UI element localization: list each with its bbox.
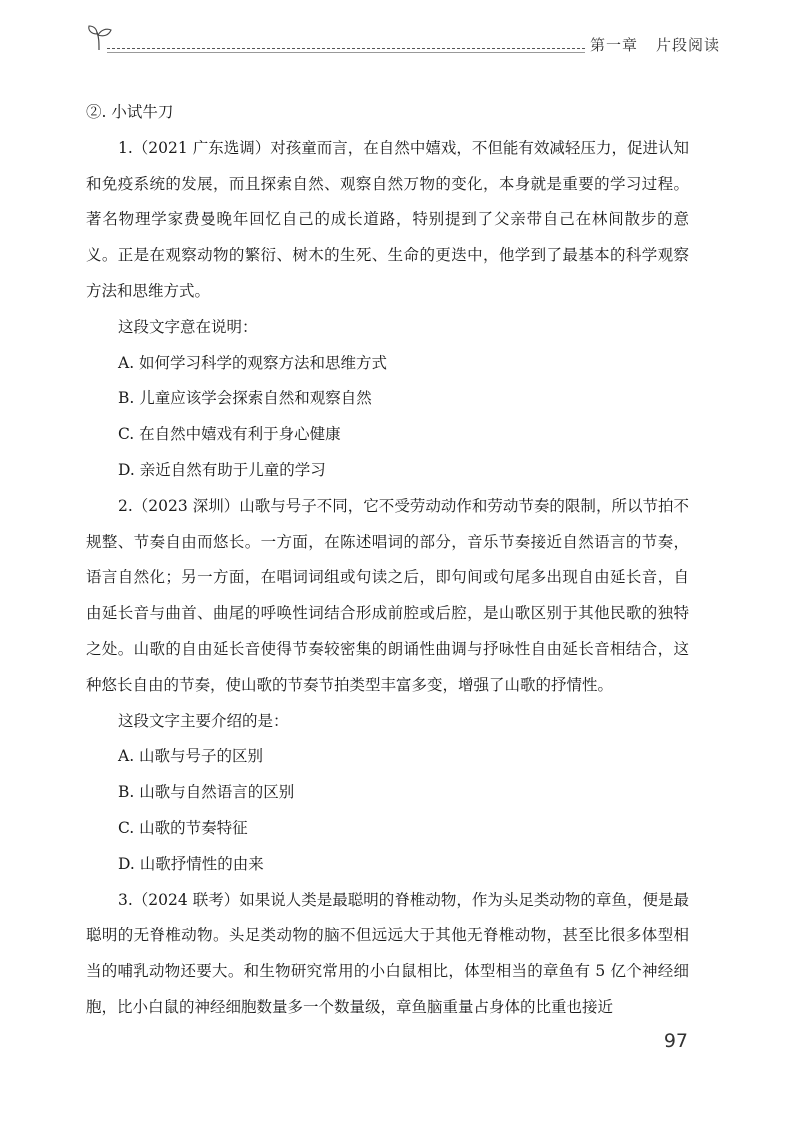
question-2-option-b: B. 山歌与自然语言的区别 bbox=[118, 783, 295, 802]
question-2-prompt: 这段文字主要介绍的是： bbox=[118, 711, 289, 730]
question-1-option-c: C. 在自然中嬉戏有利于身心健康 bbox=[118, 425, 341, 444]
section-title: ②. 小试牛刀 bbox=[86, 103, 174, 121]
chapter-label: 第一章 bbox=[590, 36, 639, 54]
page-header bbox=[85, 22, 721, 58]
question-2-option-a: A. 山歌与号子的区别 bbox=[118, 747, 264, 766]
question-1-option-b: B. 儿童应该学会探索自然和观察自然 bbox=[118, 389, 372, 408]
question-1-stem: 1.（2021 广东选调）对孩童而言，在自然中嬉戏，不但能有效减轻压力，促进认知和免疫系统的发展，而且探索自然、观察自然万物的变化，本身就是重要的学习过程。著名物理学家费曼晚年回忆自己的成长道路，特别提到了父亲带自己在林间散步的意义。正是在观察动物的繁衍、树木的生死、生命的更迭中，他学到了最基本的科学观察方法和思维方式。 bbox=[86, 138, 689, 300]
question-2-stem: 2.（2023 深圳）山歌与号子不同，它不受劳动动作和劳动节奏的限制，所以节拍不规整、节奏自由而悠长。一方面，在陈述唱词的部分，音乐节奏接近自然语言的节奏，语言自然化；另一方面，在唱词词组或句读之后，即句间或句尾多出现自由延长音，自由延长音与曲首、曲尾的呼唤性词结合形成前腔或后腔，是山歌区别于其他民歌的独特之处。山歌的自由延长音使得节奏较密集的朗诵性曲调与抒咏性自由延长音相结合，这种悠长自由的节奏，使山歌的节奏节拍类型丰富多变，增强了山歌的抒情性。 bbox=[86, 496, 689, 694]
question-1-option-a: A. 如何学习科学的观察方法和思维方式 bbox=[118, 353, 388, 372]
question-3-stem: 3.（2024 联考）如果说人类是最聪明的脊椎动物，作为头足类动物的章鱼，便是最聪明的无脊椎动物。头足类动物的脑不但远远大于其他无脊椎动物，甚至比很多体型相当的哺乳动物还要大。和生物研究常用的小白鼠相比，体型相当的章鱼有 5 亿个神经细胞，比小白鼠的神经细胞数量多一个数量级，章鱼脑重量占身体的比重也接近 bbox=[86, 890, 689, 1016]
header-rule bbox=[107, 48, 585, 49]
running-head bbox=[590, 34, 721, 55]
page-number: 97 bbox=[663, 1030, 688, 1052]
question-2-option-c: C. 山歌的节奏特征 bbox=[118, 818, 248, 837]
page-content bbox=[86, 95, 689, 1026]
header-rule-underline bbox=[107, 52, 585, 53]
chapter-title: 片段阅读 bbox=[656, 36, 721, 54]
question-1-prompt: 这段文字意在说明： bbox=[118, 317, 258, 336]
question-2-option-d: D. 山歌抒情性的由来 bbox=[118, 854, 264, 873]
question-1-option-d: D. 亲近自然有助于儿童的学习 bbox=[118, 460, 326, 479]
